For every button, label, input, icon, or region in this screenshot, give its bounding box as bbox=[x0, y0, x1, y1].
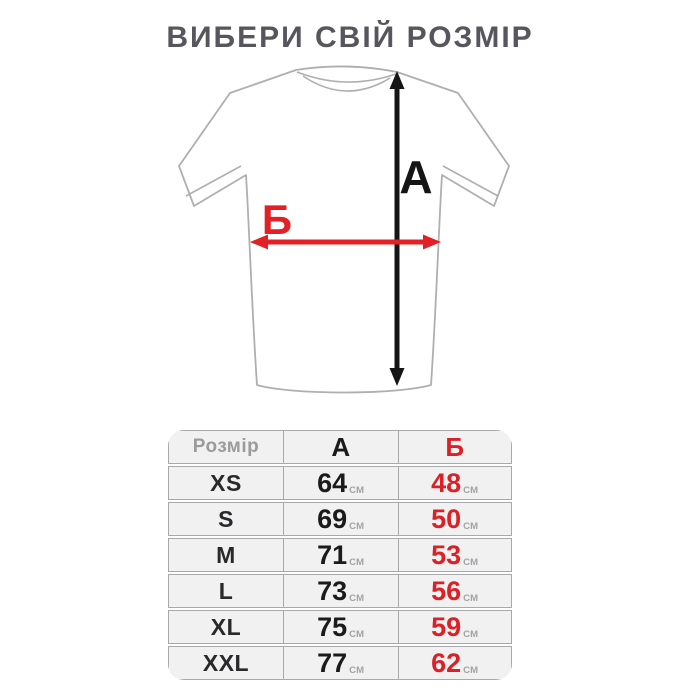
value-a: 64 bbox=[317, 467, 348, 498]
measurement-a-cell bbox=[283, 538, 398, 572]
value-b: 48 bbox=[431, 467, 462, 498]
table-row-s bbox=[168, 502, 512, 536]
measurement-b-cell bbox=[398, 574, 513, 608]
value-a: 71 bbox=[317, 539, 348, 570]
table-header-row bbox=[168, 430, 512, 464]
measurement-b-cell bbox=[398, 466, 513, 500]
measurement-label-b: Б bbox=[261, 196, 293, 243]
value-b: 62 bbox=[431, 647, 462, 678]
header-size-label: Розмір bbox=[168, 430, 283, 464]
value-a: 69 bbox=[317, 503, 348, 534]
measurement-a-cell bbox=[283, 610, 398, 644]
unit-label: СМ bbox=[349, 665, 365, 676]
unit-label: СМ bbox=[349, 485, 365, 496]
size-cell: XXL bbox=[168, 646, 283, 680]
size-cell: M bbox=[168, 538, 283, 572]
unit-label: СМ bbox=[463, 629, 479, 640]
tshirt-outline bbox=[179, 66, 509, 392]
size-cell: L bbox=[168, 574, 283, 608]
measurement-a-cell bbox=[283, 502, 398, 536]
unit-label: СМ bbox=[463, 557, 479, 568]
value-b: 56 bbox=[431, 575, 462, 606]
value-b: 59 bbox=[431, 611, 462, 642]
measurement-a-cell bbox=[283, 574, 398, 608]
measurement-b-cell bbox=[398, 610, 513, 644]
unit-label: СМ bbox=[349, 629, 365, 640]
measurement-label-a: А bbox=[399, 151, 433, 203]
page-title: ВИБЕРИ СВІЙ РОЗМІР bbox=[166, 21, 534, 54]
unit-label: СМ bbox=[349, 557, 365, 568]
size-cell: S bbox=[168, 502, 283, 536]
measurement-b-cell bbox=[398, 538, 513, 572]
value-a: 73 bbox=[317, 575, 348, 606]
table-row-xxl bbox=[168, 646, 512, 680]
tshirt-illustration bbox=[170, 60, 530, 418]
measurement-a-cell bbox=[283, 466, 398, 500]
unit-label: СМ bbox=[463, 521, 479, 532]
unit-label: СМ bbox=[463, 593, 479, 604]
unit-label: СМ bbox=[349, 593, 365, 604]
measurement-a-cell bbox=[283, 646, 398, 680]
table-row-xl bbox=[168, 610, 512, 644]
unit-label: СМ bbox=[349, 521, 365, 532]
table-row-l bbox=[168, 574, 512, 608]
value-a: 77 bbox=[317, 647, 348, 678]
header-b-label: Б bbox=[398, 430, 513, 464]
size-cell: XL bbox=[168, 610, 283, 644]
size-cell: XS bbox=[168, 466, 283, 500]
value-b: 53 bbox=[431, 539, 462, 570]
tshirt-measurement-diagram bbox=[170, 60, 530, 418]
value-b: 50 bbox=[431, 503, 462, 534]
measurement-b-cell bbox=[398, 502, 513, 536]
value-a: 75 bbox=[317, 611, 348, 642]
size-table bbox=[168, 430, 512, 680]
table-row-xs bbox=[168, 466, 512, 500]
header-a-label: А bbox=[283, 430, 398, 464]
unit-label: СМ bbox=[463, 485, 479, 496]
measurement-b-cell bbox=[398, 646, 513, 680]
table-row-m bbox=[168, 538, 512, 572]
unit-label: СМ bbox=[463, 665, 479, 676]
